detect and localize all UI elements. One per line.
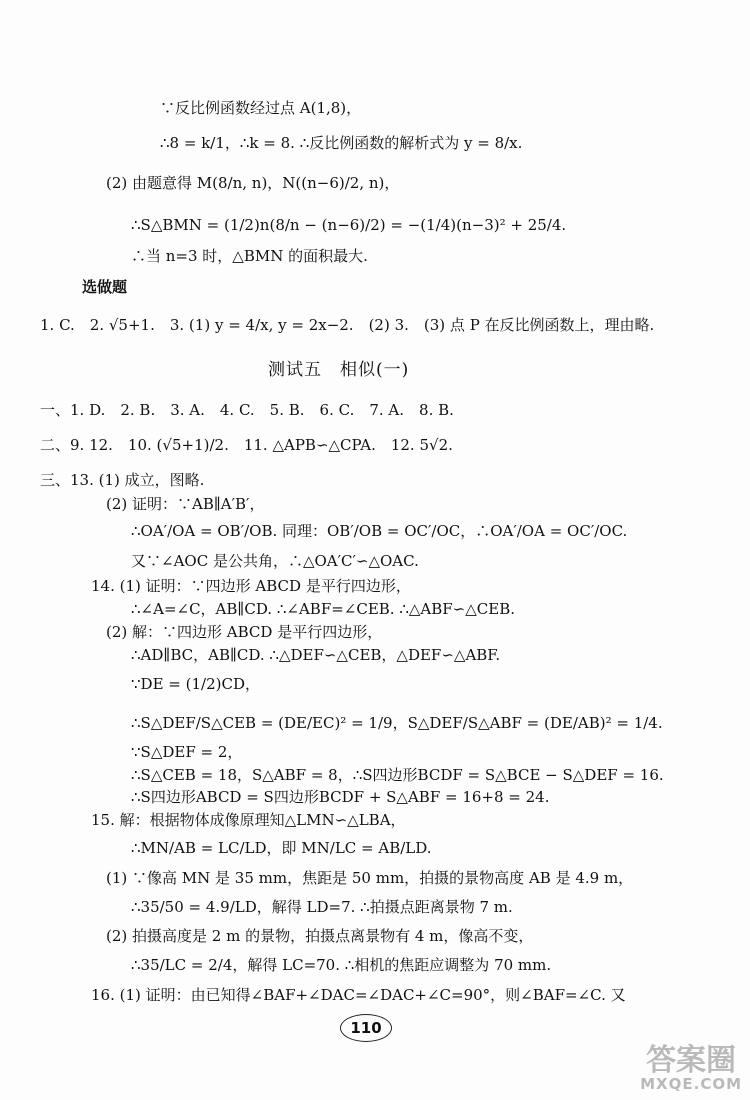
line-24: 15. 解：根据物体成像原理知△LMN∽△LBA， bbox=[91, 811, 406, 829]
watermark-logo-text: 答案圈 bbox=[646, 1043, 737, 1078]
line-11: 三、13. (1) 成立，图略. bbox=[40, 471, 205, 489]
watermark bbox=[640, 1043, 742, 1093]
line-22: ∴S△CEB = 18，S△ABF = 8，∴S四边形BCDF = S△BCE − S△DEF = 16. bbox=[131, 766, 664, 784]
line-20: ∴S△DEF/S△CEB = (DE/EC)² = 1/9，S△DEF/S△ABF = (DE/AB)² = 1/4. bbox=[131, 714, 663, 732]
line-17: (2) 解：∵四边形 ABCD 是平行四边形， bbox=[106, 623, 383, 641]
line-19: ∵DE = (1/2)CD， bbox=[131, 675, 260, 693]
line-23: ∴S四边形ABCD = S四边形BCDF + S△ABF = 16+8 = 24. bbox=[131, 788, 550, 806]
line-5: ∴当 n=3 时，△BMN 的面积最大. bbox=[131, 247, 368, 265]
line-25: ∴MN/AB = LC/LD，即 MN/LC = AB/LD. bbox=[131, 839, 432, 857]
line-16: ∴∠A=∠C，AB∥CD. ∴∠ABF=∠CEB. ∴△ABF∽△CEB. bbox=[131, 600, 516, 618]
line-3: (2) 由题意得 M(8/n, n)，N((n−6)/2, n)， bbox=[106, 174, 400, 192]
line-28: (2) 拍摄高度是 2 m 的景物，拍摄点离景物有 4 m，像高不变， bbox=[106, 927, 534, 945]
line-29: ∴35/LC = 2/4，解得 LC=70. ∴相机的焦距应调整为 70 mm. bbox=[131, 956, 552, 974]
line-30: 16. (1) 证明：由已知得∠BAF+∠DAC=∠DAC+∠C=90°，则∠BAF=∠C. 又 bbox=[91, 986, 626, 1004]
line-2: ∴8 = k/1，∴k = 8. ∴反比例函数的解析式为 y = 8/x. bbox=[160, 134, 523, 152]
line-4: ∴S△BMN = (1/2)n(8/n − (n−6)/2) = −(1/4)(n−3)² + 25/4. bbox=[131, 216, 567, 234]
line-13: ∴OA′/OA = OB′/OB. 同理：OB′/OB = OC′/OC，∴OA′/OA = OC′/OC. bbox=[131, 522, 628, 540]
line-14: 又∵∠AOC 是公共角，∴△OA′C′∽△OAC. bbox=[131, 552, 419, 570]
section-heading-optional: 选做题 bbox=[82, 278, 128, 296]
line-12: (2) 证明：∵AB∥A′B′， bbox=[106, 495, 265, 513]
page-number: 110 bbox=[340, 1014, 392, 1042]
line-15: 14. (1) 证明：∵四边形 ABCD 是平行四边形， bbox=[91, 577, 411, 595]
line-18: ∴AD∥BC，AB∥CD. ∴△DEF∽△CEB，△DEF∽△ABF. bbox=[131, 646, 501, 664]
line-27: ∴35/50 = 4.9/LD，解得 LD=7. ∴拍摄点距离景物 7 m. bbox=[131, 898, 513, 916]
test-title: 测试五 相似(一) bbox=[268, 360, 410, 380]
line-26: (1) ∵像高 MN 是 35 mm，焦距是 50 mm，拍摄的景物高度 AB 是 4.9 m， bbox=[106, 869, 634, 887]
line-1: ∵反比例函数经过点 A(1,8)， bbox=[160, 99, 362, 117]
watermark-url: MXQE.COM bbox=[640, 1075, 742, 1093]
line-21: ∵S△DEF = 2， bbox=[131, 743, 243, 761]
line-7: 1. C. 2. √5+1. 3. (1) y = 4/x, y = 2x−2. (2) 3. (3) 点 P 在反比例函数上，理由略. bbox=[40, 316, 655, 334]
line-9: 一、1. D. 2. B. 3. A. 4. C. 5. B. 6. C. 7. A. 8. B. bbox=[40, 401, 454, 419]
line-10: 二、9. 12. 10. (√5+1)/2. 11. △APB∽△CPA. 12. 5√2. bbox=[40, 436, 453, 454]
